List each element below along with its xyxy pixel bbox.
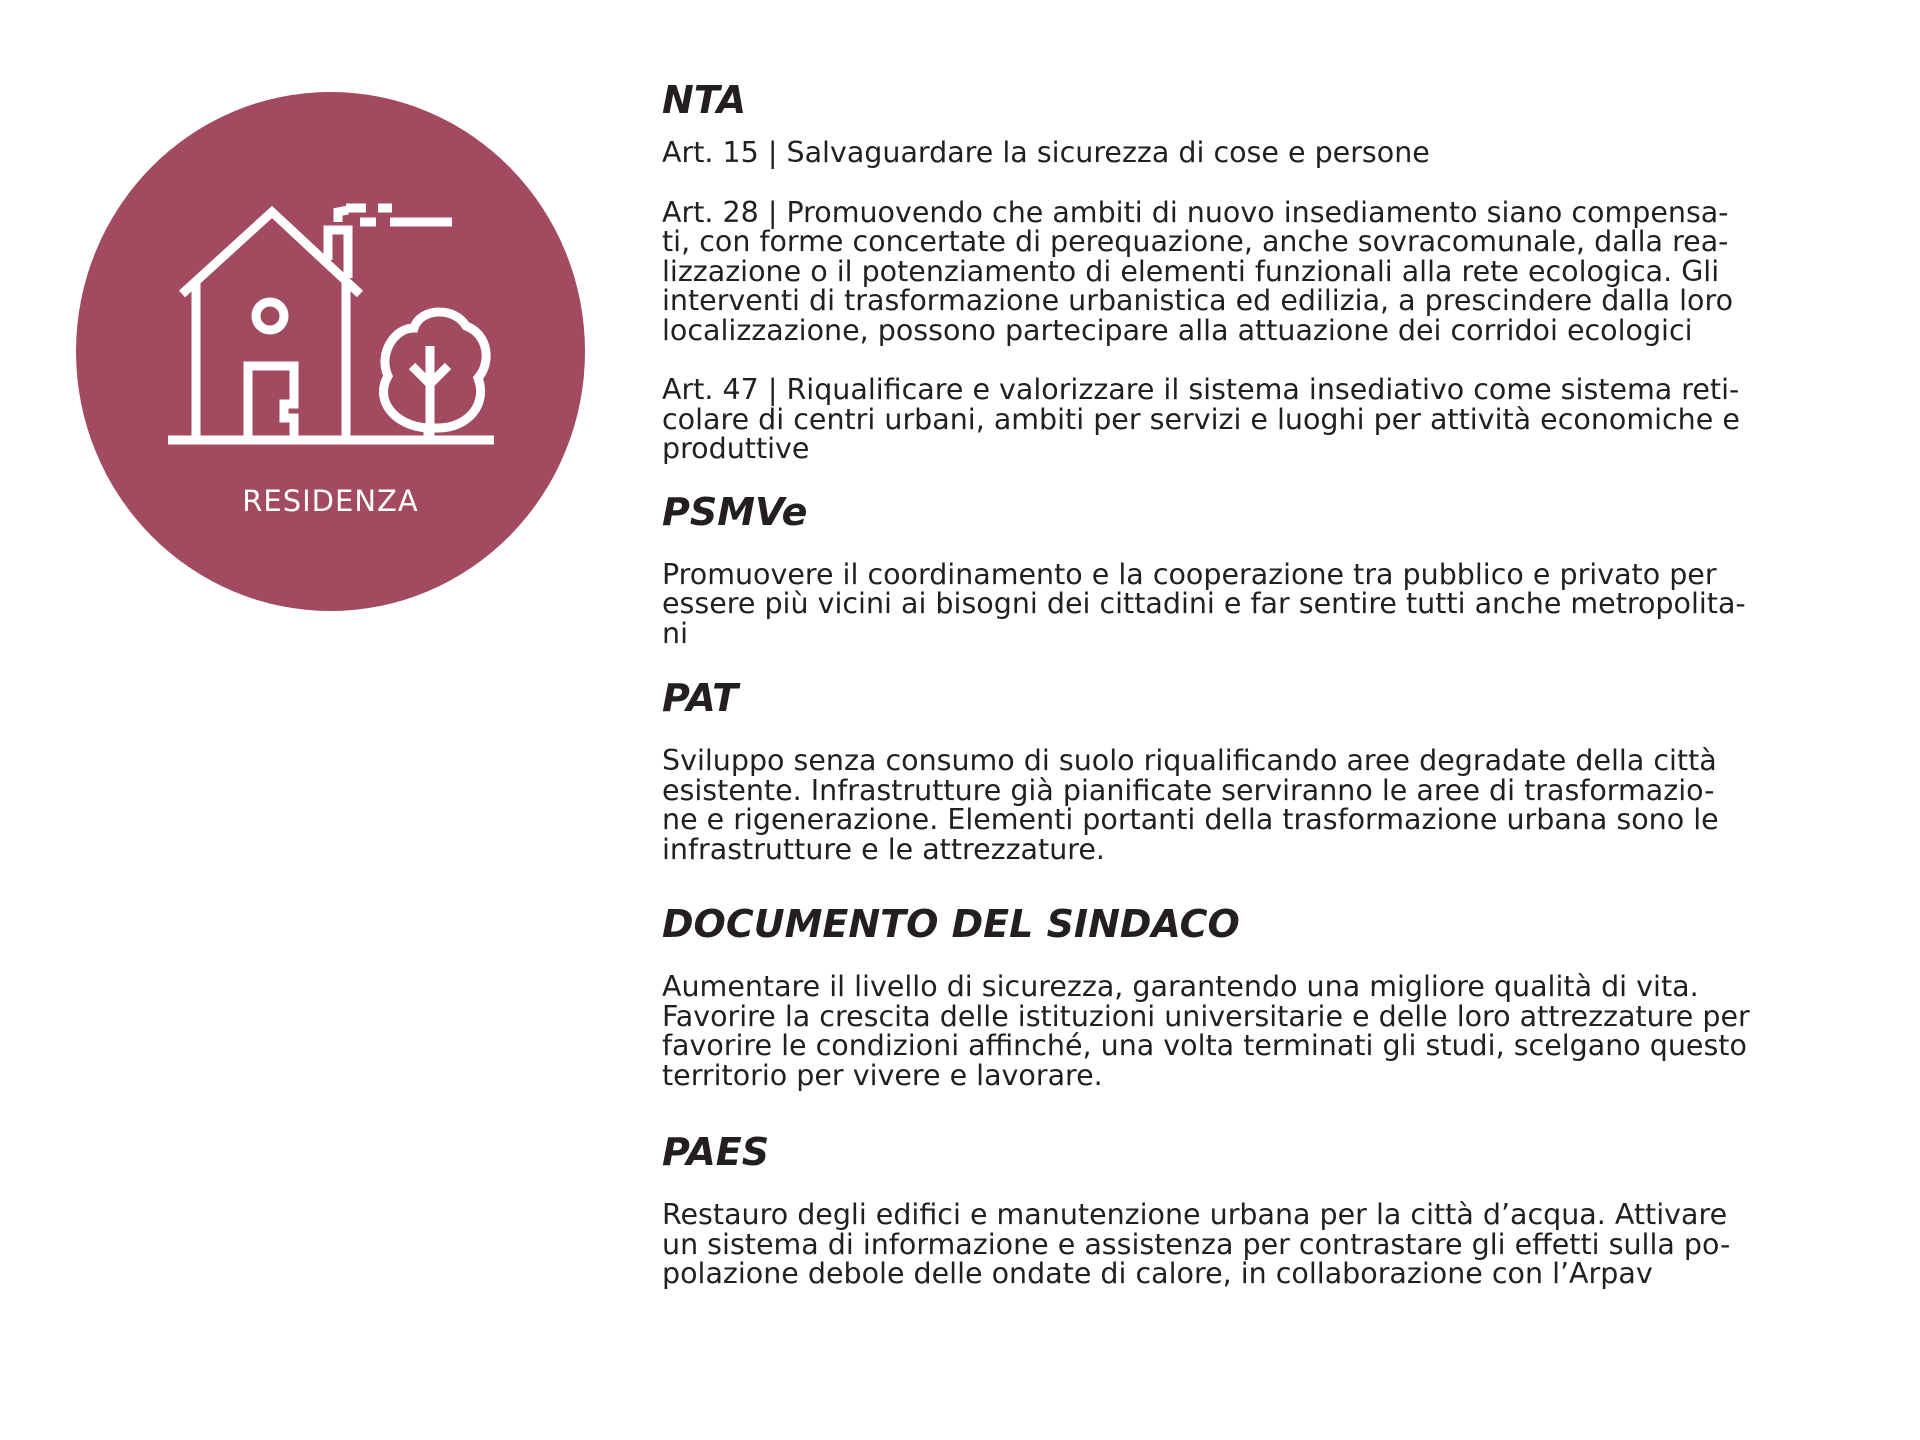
- section-paes: [662, 1122, 1862, 1289]
- section-title: PAT: [662, 676, 739, 720]
- section-title: PSMVe: [662, 489, 808, 534]
- section-paragraph: Art. 28 | Promuovendo che ambiti di nuovo insediamento siano compensa- ti, con forme concertate di perequazione, anche sovracomunale, dalla rea- lizzazione o il potenziamento di elementi funzionali alla rete ecologica. Gli interventi di trasformazione urbanistica ed edilizia, a prescindere dalla loro localizzazione, possono partecipare alla attuazione dei corridoi ecologici: [662, 195, 1734, 347]
- section-psmve: [662, 482, 1862, 649]
- section-paragraph: Art. 15 | Salvaguardare la sicurezza di cose e persone: [662, 136, 1430, 169]
- house-tree-icon: [168, 178, 508, 448]
- section-paragraph: Aumentare il livello di sicurezza, garantendo una migliore qualità di vita. Favorire la crescita delle istituzioni universitarie e delle loro attrezzature per favorire le condizioni affinché, una volta terminati gli studi, scelgano questo territorio per vivere e lavorare.: [662, 970, 1750, 1092]
- section-paragraph: Sviluppo senza consumo di suolo riqualificando aree degradate della città esistente. Infrastrutture già pianificate serviranno le aree di trasformazio- ne e rigenerazione. Elementi portanti della trasformazione urbana sono le infrastrutture e le attrezzature.: [662, 744, 1719, 866]
- section-paragraph: Promuovere il coordinamento e la cooperazione tra pubblico e privato per essere più vicini ai bisogni dei cittadini e far sentire tutti anche metropolita- ni: [662, 557, 1746, 650]
- section-pat: [662, 668, 1862, 864]
- section-documento-del-sindaco: [662, 894, 1862, 1090]
- residenza-badge: [76, 92, 585, 611]
- policy-content: [662, 70, 1862, 1289]
- section-title: NTA: [662, 78, 747, 122]
- section-paragraph: Art. 47 | Riqualificare e valorizzare il sistema insediativo come sistema reti- colare di centri urbani, ambiti per servizi e luoghi per attività economiche e produttive: [662, 373, 1740, 465]
- badge-label: RESIDENZA: [242, 484, 419, 518]
- section-title: PAES: [662, 1130, 770, 1174]
- section-nta: [662, 70, 1862, 464]
- section-paragraph: Restauro degli edifici e manutenzione urbana per la città d’acqua. Attivare un sistema di informazione e assistenza per contrastare gli effetti sulla po- polazione debole delle ondate di calore, in collaborazione con l’Arpav: [662, 1198, 1731, 1290]
- section-title: DOCUMENTO DEL SINDACO: [662, 902, 1240, 946]
